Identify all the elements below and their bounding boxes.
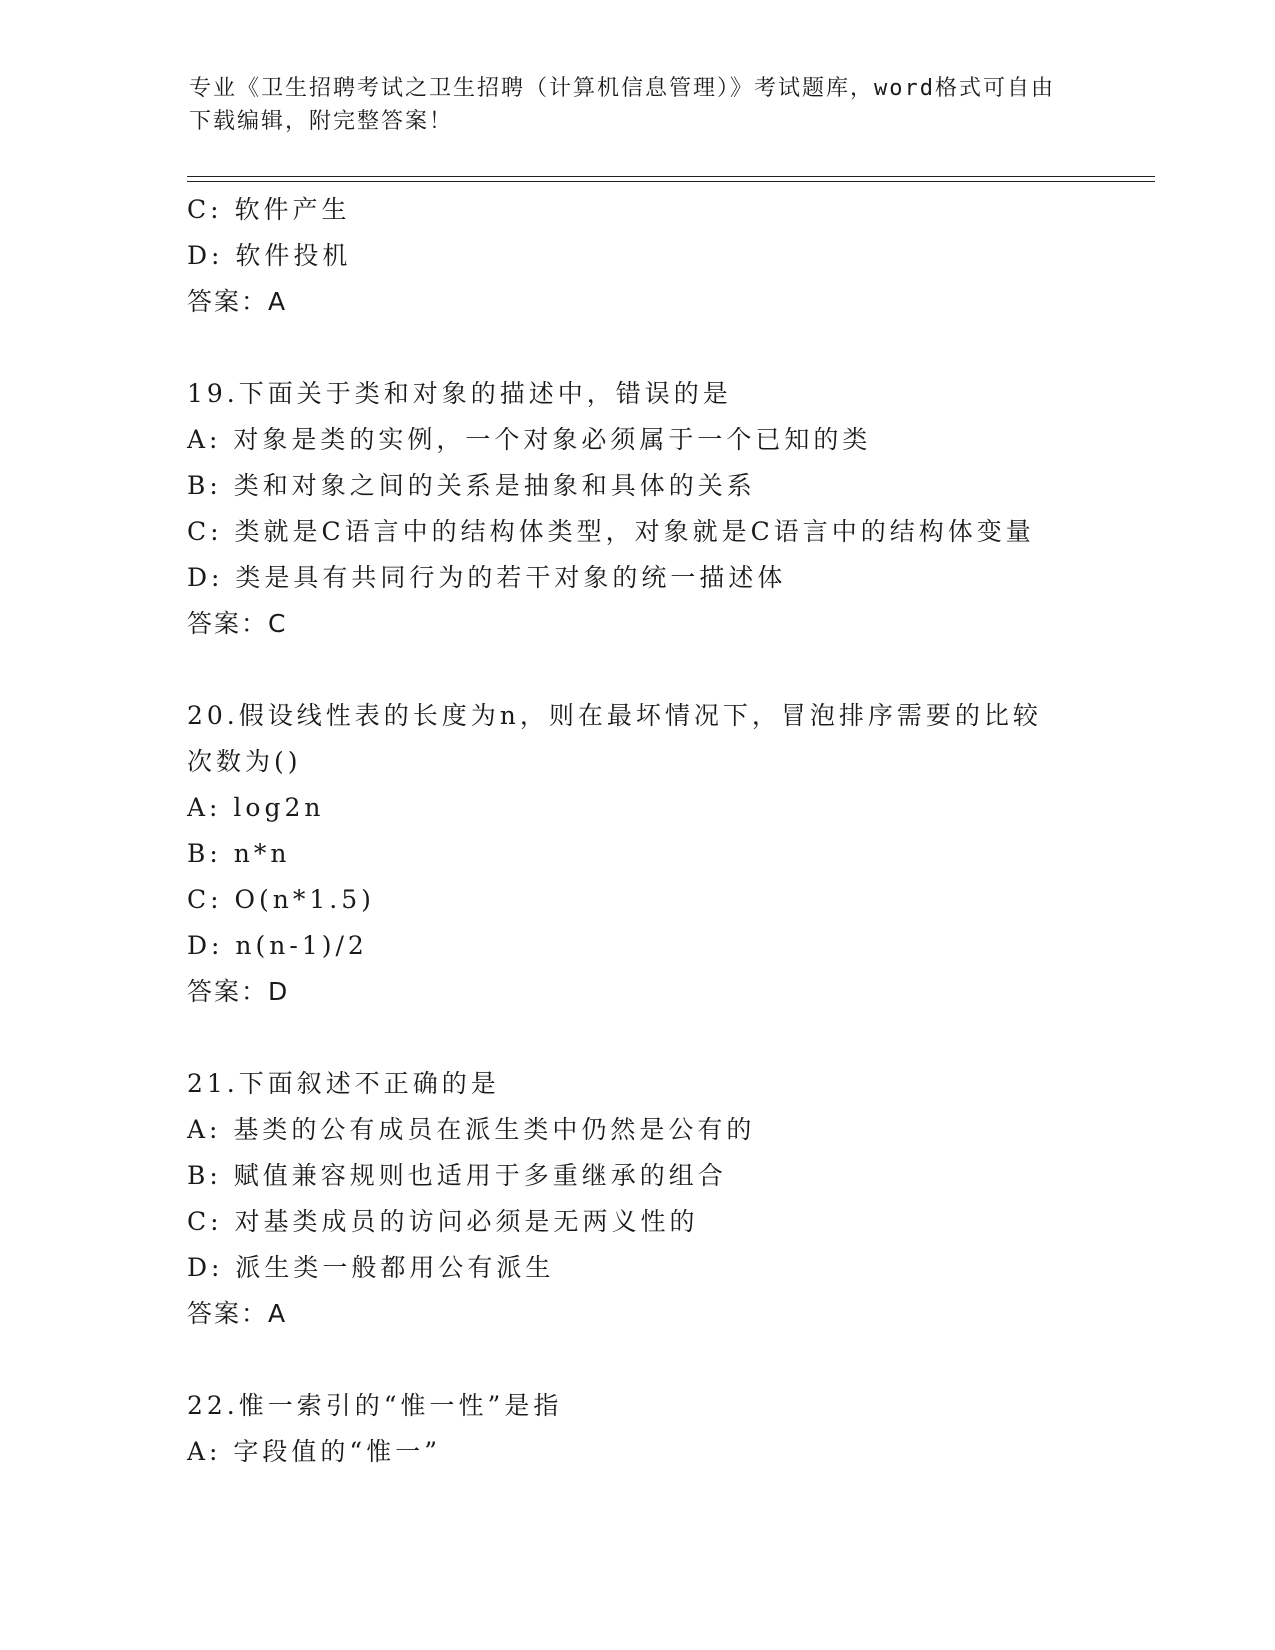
spacer: [187, 1015, 1087, 1061]
option-c: C: 类就是C语言中的结构体类型，对象就是C语言中的结构体变量: [187, 517, 1035, 546]
answer-line: 答案：D: [187, 977, 290, 1006]
question-list: [187, 187, 1087, 1475]
option-c: C: 软件产生: [187, 195, 351, 224]
answer-line: 答案：A: [187, 287, 288, 316]
option-c: C: O(n*1.5): [187, 885, 375, 914]
option-d: D: 软件投机: [187, 241, 352, 270]
option-b: B: n*n: [187, 839, 291, 868]
option-d: D: 派生类一般都用公有派生: [187, 1253, 555, 1282]
question-stem: 22.惟一索引的“惟一性”是指: [187, 1391, 563, 1420]
option-b: B: 类和对象之间的关系是抽象和具体的关系: [187, 471, 756, 500]
header-rule-bottom: [187, 181, 1155, 182]
option-b: B: 赋值兼容规则也适用于多重继承的组合: [187, 1161, 727, 1190]
spacer: [187, 1337, 1087, 1383]
option-c: C: 对基类成员的访问必须是无两义性的: [187, 1207, 699, 1236]
header-text: 专业《卫生招聘考试之卫生招聘（计算机信息管理）》考试题库，word格式可自由下载编辑，附完整答案！: [189, 76, 1055, 134]
option-a: A: 字段值的“惟一”: [187, 1437, 441, 1466]
question-19: [187, 371, 1087, 647]
question-18-tail: [187, 187, 1087, 325]
document-header: [189, 72, 1069, 138]
answer-line: 答案：C: [187, 609, 288, 638]
question-20: [187, 693, 1087, 1015]
option-a: A: 基类的公有成员在派生类中仍然是公有的: [187, 1115, 756, 1144]
question-stem: 20.假设线性表的长度为n，则在最坏情况下，冒泡排序需要的比较次数为(): [187, 701, 1042, 776]
answer-line: 答案：A: [187, 1299, 288, 1328]
question-stem: 21.下面叙述不正确的是: [187, 1069, 500, 1098]
option-d: D: n(n-1)/2: [187, 931, 368, 960]
question-22: [187, 1383, 1087, 1475]
header-rule-top: [187, 176, 1155, 177]
question-stem: 19.下面关于类和对象的描述中，错误的是: [187, 379, 732, 408]
option-d: D: 类是具有共同行为的若干对象的统一描述体: [187, 563, 787, 592]
spacer: [187, 647, 1087, 693]
option-a: A: log2n: [187, 793, 325, 822]
question-21: [187, 1061, 1087, 1337]
option-a: A: 对象是类的实例，一个对象必须属于一个已知的类: [187, 425, 872, 454]
spacer: [187, 325, 1087, 371]
